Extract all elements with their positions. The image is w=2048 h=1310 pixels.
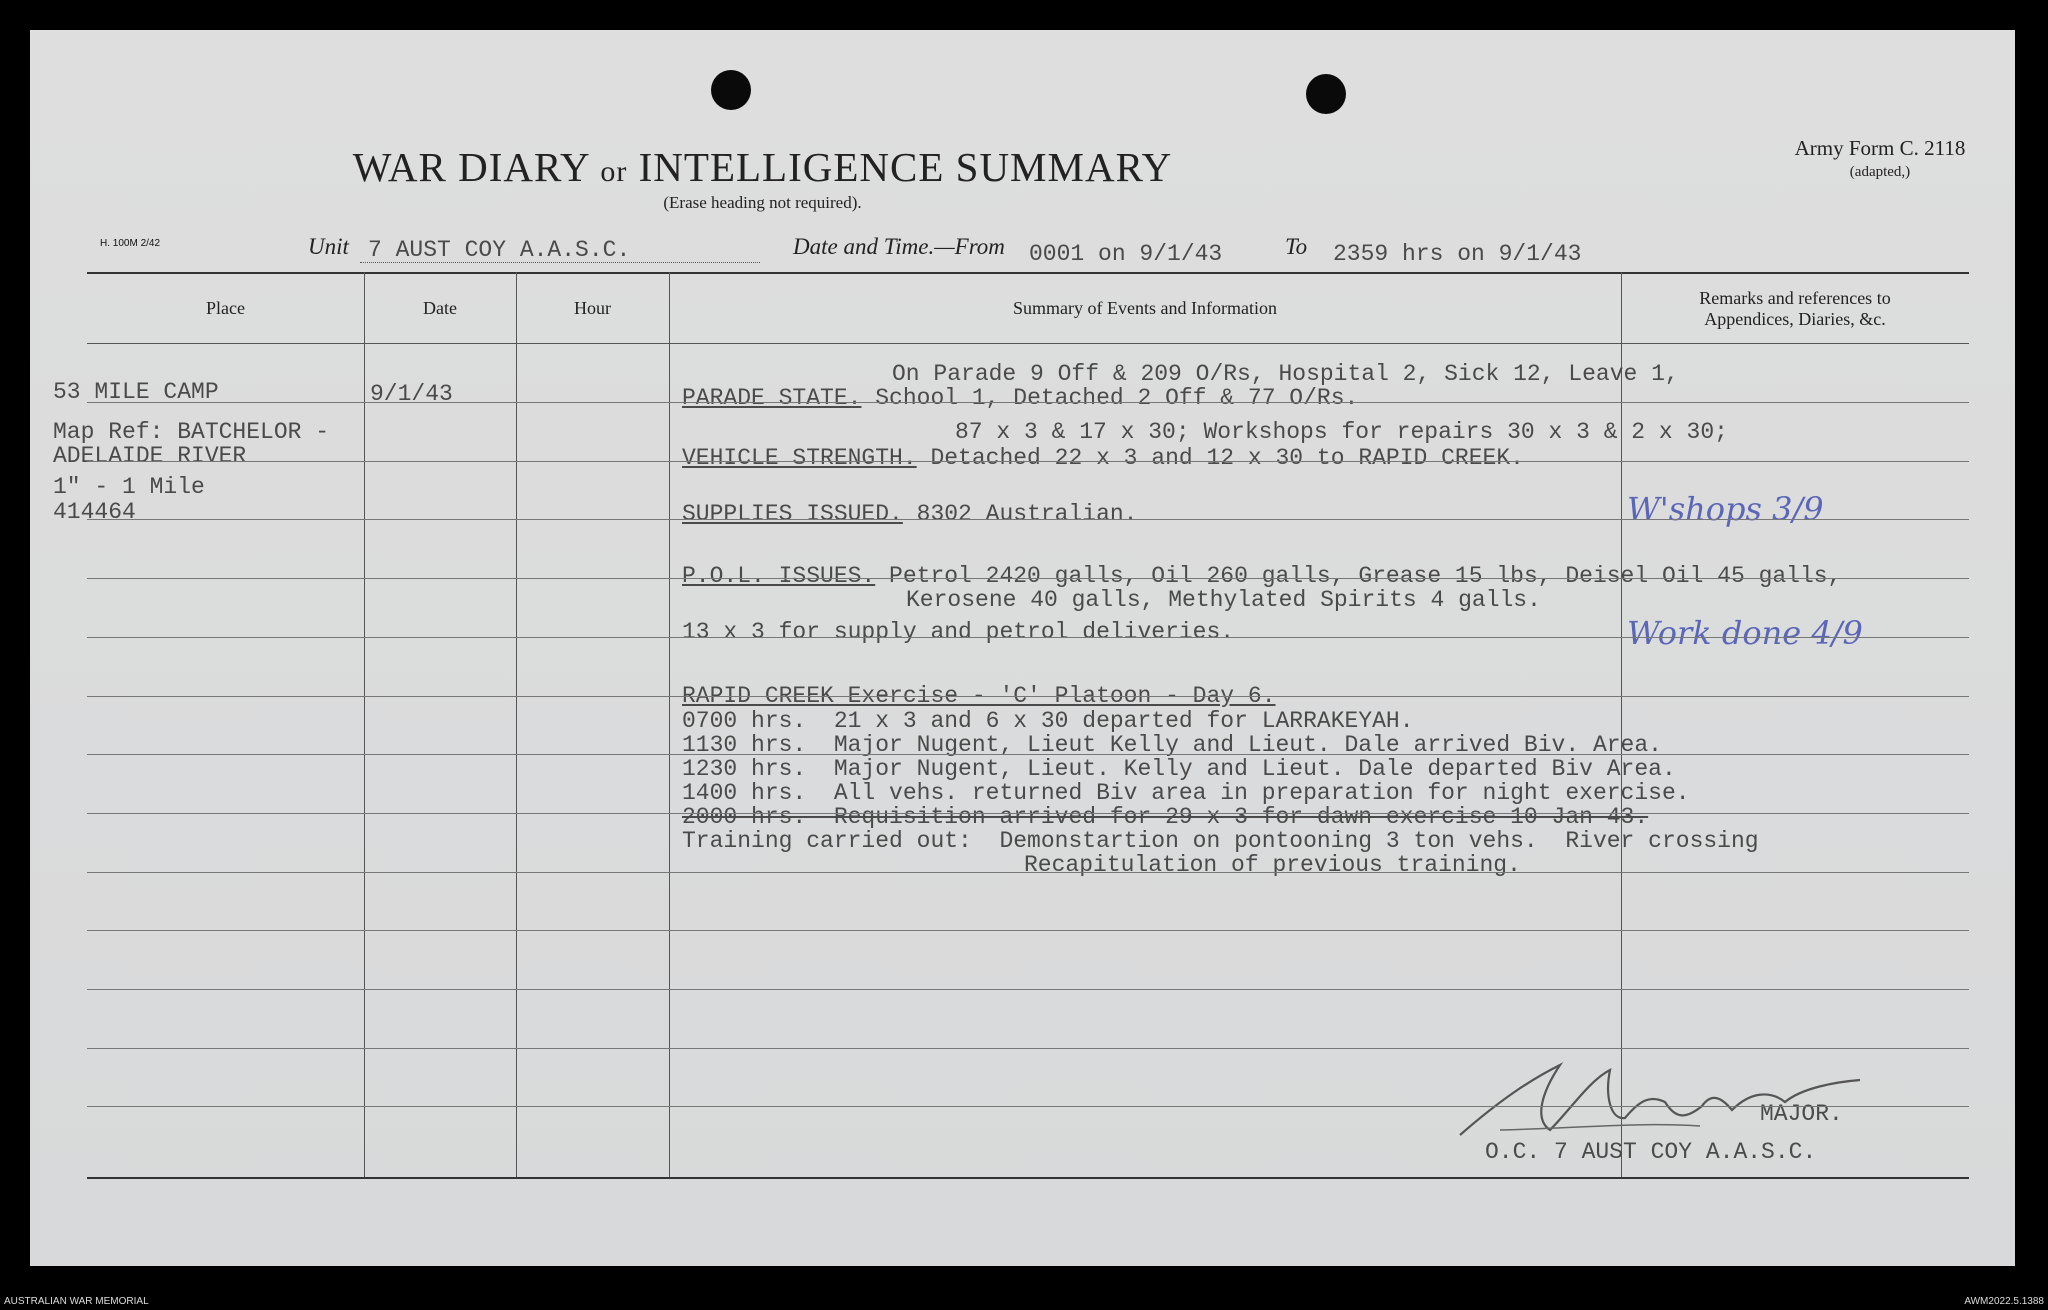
entry-date: 9/1/43 — [370, 381, 453, 407]
vehicle-line2 — [682, 446, 1524, 470]
army-form-number: Army Form C. 2118 — [1794, 136, 1966, 160]
ruled-line — [87, 519, 1969, 520]
ruled-line — [87, 989, 1969, 990]
ruled-line — [87, 637, 1969, 638]
unit-label: Unit — [308, 234, 349, 259]
ruled-line — [87, 930, 1969, 931]
ruled-line — [87, 1048, 1969, 1049]
training-line1: Training carried out: Demonstartion on pontooning 3 ton vehs. River crossing — [682, 828, 1759, 854]
ruled-line — [87, 461, 1969, 462]
col-header-place: Place — [206, 298, 245, 318]
pol-line3: 13 x 3 for supply and petrol deliveries. — [682, 619, 1235, 645]
col-divider-date — [516, 272, 517, 1177]
col-divider-place — [364, 272, 365, 1177]
supplies-line — [682, 502, 1137, 526]
parade-line1: On Parade 9 Off & 209 O/Rs, Hospital 2, Sick 12, Leave 1, — [892, 361, 1679, 387]
ruled-line — [87, 872, 1969, 873]
date-time-label: Date and Time.—From — [793, 234, 1005, 259]
rapid-line-1: 0700 hrs. 21 x 3 and 6 x 30 departed for LARRAKEYAH. — [682, 708, 1414, 734]
signature-title: O.C. 7 AUST COY A.A.S.C. — [1485, 1139, 1817, 1165]
table-bottom-border — [87, 1177, 1969, 1179]
vehicle-detail: Detached 22 x 3 and 12 x 30 to RAPID CREEK. — [916, 445, 1524, 471]
print-code: H. 100M 2/42 — [100, 238, 161, 249]
footer-ref: AWM2022.5.1388 — [1964, 1296, 2044, 1307]
vehicle-line1: 87 x 3 & 17 x 30; Workshops for repairs 30 x 3 & 2 x 30; — [955, 419, 1728, 445]
place-line3: ADELAIDE RIVER — [53, 443, 247, 469]
unit-value: 7 AUST COY A.A.S.C. — [368, 237, 631, 263]
remark-workshops: W'shops 3/9 — [1627, 490, 1824, 528]
title-part1: WAR DIARY — [352, 144, 590, 190]
rapid-line-3: 1230 hrs. Major Nugent, Lieut. Kelly and Lieut. Dale departed Biv Area. — [682, 756, 1676, 782]
col-header-date: Date — [423, 298, 457, 318]
ruled-line — [87, 813, 1969, 814]
handwritten-signature — [1440, 1040, 1880, 1150]
rapid-line-2: 1130 hrs. Major Nugent, Lieut Kelly and Lieut. Dale arrived Biv. Area. — [682, 732, 1662, 758]
pol-detail: Petrol 2420 galls, Oil 260 galls, Grease 15 lbs, Deisel Oil 45 galls, — [875, 563, 1842, 589]
rapid-line-5: 2000 hrs. Requisition arrived for 29 x 3 for dawn exercise 10 Jan 43. — [682, 804, 1649, 830]
parade-detail: School 1, Detached 2 Off & 77 O/Rs. — [861, 385, 1359, 411]
title-part2: INTELLIGENCE SUMMARY — [638, 144, 1173, 190]
supplies-heading: SUPPLIES ISSUED. — [682, 501, 903, 527]
from-value: 0001 on 9/1/43 — [1029, 241, 1223, 267]
pol-line2: Kerosene 40 galls, Methylated Spirits 4 galls. — [906, 587, 1541, 613]
remark-work-done: Work done 4/9 — [1627, 614, 1863, 652]
unit-dotline — [360, 262, 760, 263]
place-line5: 414464 — [53, 499, 136, 525]
place-line2: Map Ref: BATCHELOR - — [53, 419, 330, 445]
diary-page — [30, 30, 2015, 1266]
vehicle-heading: VEHICLE STRENGTH. — [682, 445, 917, 471]
parade-line2 — [682, 386, 1358, 410]
supplies-detail: 8302 Australian. — [902, 501, 1138, 527]
place-line1: 53 MILE CAMP — [53, 379, 219, 405]
page-title — [30, 143, 1495, 191]
army-form-sub: (adapted,) — [1849, 164, 1911, 180]
ruled-line — [87, 754, 1969, 755]
header-row-separator — [87, 343, 1969, 344]
ruled-line — [87, 402, 1969, 403]
remarks-header-line2: Appendices, Diaries, &c. — [1704, 309, 1886, 329]
pol-line1 — [682, 564, 1841, 588]
ruled-line — [87, 1106, 1969, 1107]
col-header-hour: Hour — [574, 298, 611, 318]
col-header-summary: Summary of Events and Information — [1013, 298, 1277, 318]
footer-source: AUSTRALIAN WAR MEMORIAL — [4, 1296, 149, 1307]
page-subtitle: (Erase heading not required). — [663, 193, 862, 212]
rapid-heading: RAPID CREEK Exercise - 'C' Platoon - Day 6. — [682, 683, 1276, 709]
ruled-line — [87, 696, 1969, 697]
to-label: To — [1285, 234, 1308, 259]
training-line2: Recapitulation of previous training. — [1024, 852, 1521, 878]
punch-hole-right — [1306, 74, 1346, 114]
ruled-line — [87, 578, 1969, 579]
title-or: or — [600, 155, 628, 188]
table-top-border — [87, 272, 1969, 274]
col-divider-hour — [669, 272, 670, 1177]
pol-heading: P.O.L. ISSUES. — [682, 563, 876, 589]
parade-heading: PARADE STATE. — [682, 385, 862, 411]
place-line4: 1" - 1 Mile — [53, 474, 205, 500]
rapid-line-4: 1400 hrs. All vehs. returned Biv area in preparation for night exercise. — [682, 780, 1690, 806]
signature-rank: MAJOR. — [1760, 1101, 1843, 1127]
to-value: 2359 hrs on 9/1/43 — [1333, 241, 1582, 267]
punch-hole-left — [711, 70, 751, 110]
col-header-remarks — [1621, 288, 1969, 330]
remarks-header-line1: Remarks and references to — [1699, 288, 1891, 308]
